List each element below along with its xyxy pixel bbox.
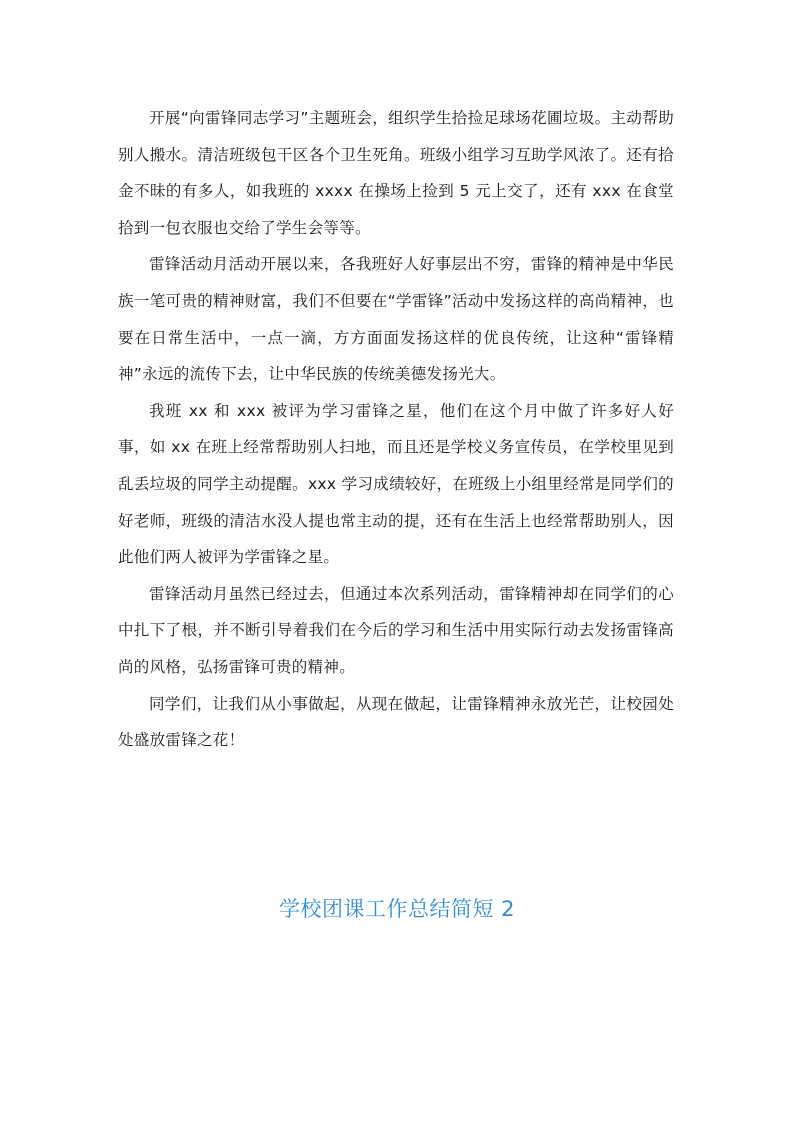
- paragraph-lei-feng-spirit: 雷锋活动月活动开展以来，各我班好人好事层出不穷，雷锋的精神是中华民族一笔可贵的精神财富，我们不但要在“学雷锋”活动中发扬这样的高尚精神，也要在日常生活中，一点一滴，方方面面发扬这样的优良传统，让这种“雷锋精神”永远的流传下去，让中华民族的传统美德发扬光大。: [118, 255, 674, 384]
- paragraph-activities: 开展“向雷锋同志学习”主题班会，组织学生拾捡足球场花圃垃圾。主动帮助别人搬水。清洁班级包干区各个卫生死角。班级小组学习互助学风浓了。还有拾金不昧的有多人，如我班的 xxxx 在操场上捡到 5 元上交了，还有 xxx 在食堂拾到一包衣服也交给了学生会等等。: [118, 109, 674, 237]
- paragraph-closing-call: 同学们，让我们从小事做起，从现在做起，让雷锋精神永放光芒，让校园处处盛放雷锋之花！: [118, 694, 674, 750]
- paragraph-lei-feng-stars: 我班 xx 和 xxx 被评为学习雷锋之星，他们在这个月中做了许多好人好事，如 xx 在班上经常帮助别人扫地，而且还是学校义务宣传员，在学校里见到乱丢垃圾的同学主动提醒。xxx 学习成绩较好，在班级上小组里经常是同学们的好老师，班级的清洁水没人提也常主动的提，还有在生活上也经常帮助别人，因此他们两人被评为学雷锋之星。: [118, 401, 674, 567]
- document-body: [118, 100, 674, 759]
- paragraph-month-summary: 雷锋活动月虽然已经过去，但通过本次系列活动，雷锋精神却在同学们的心中扎下了根，并不断引导着我们在今后的学习和生活中用实际行动去发扬雷锋高尚的风格，弘扬雷锋可贵的精神。: [118, 584, 674, 676]
- section-heading: 学校团课工作总结简短 2: [278, 897, 516, 921]
